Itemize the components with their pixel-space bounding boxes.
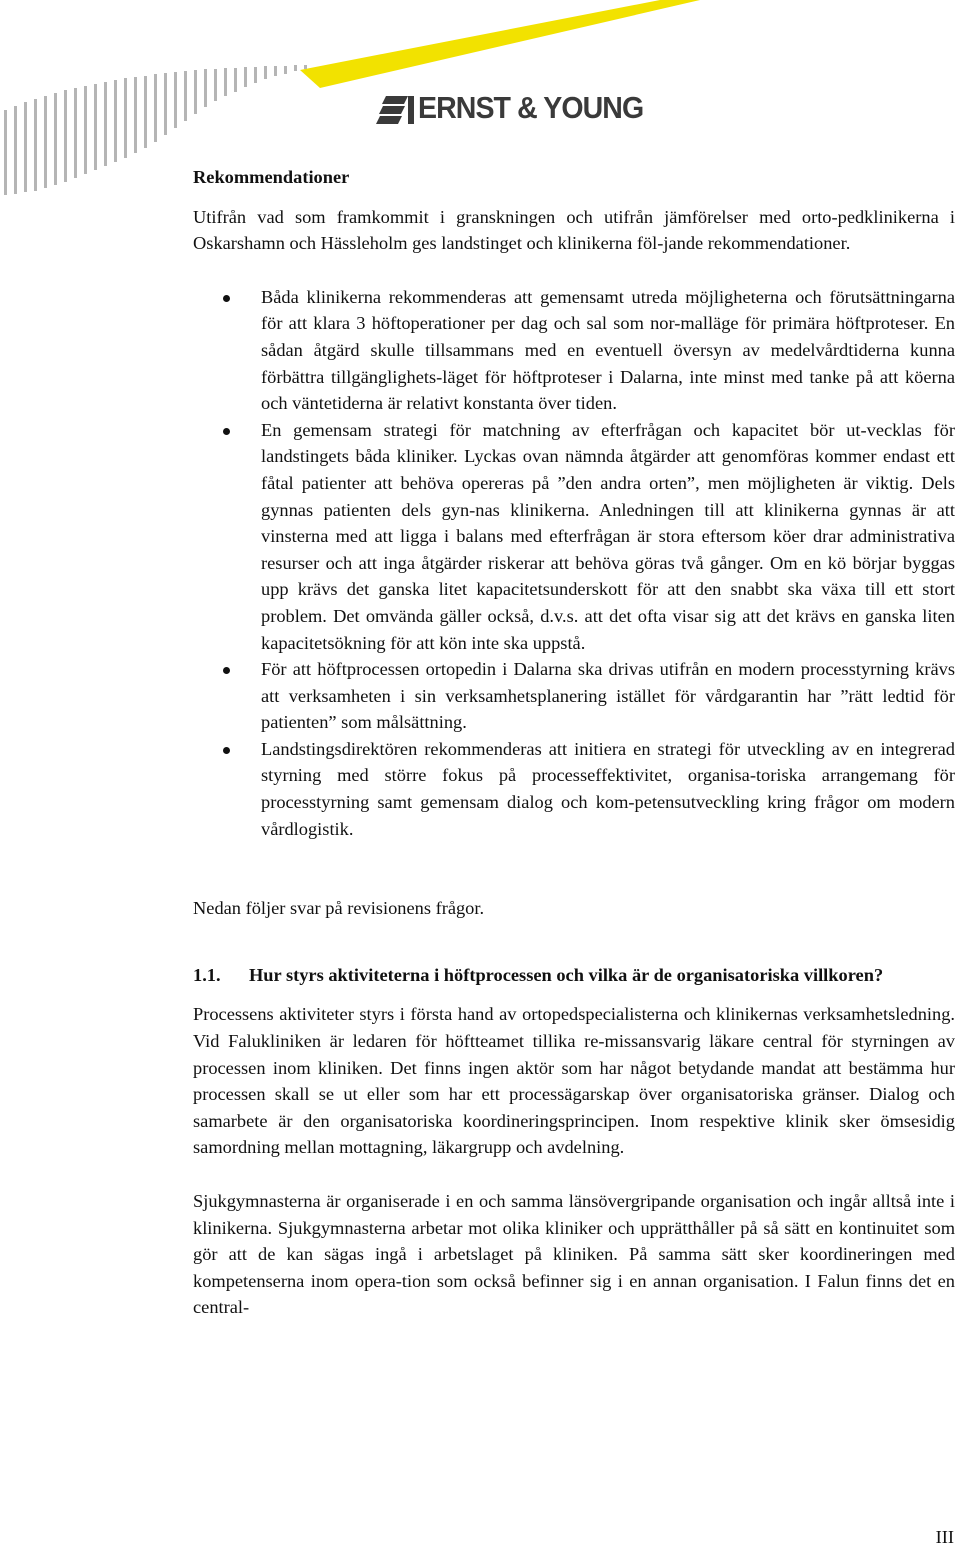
section-paragraph-1: Processens aktiviteter styrs i första hand av ortopedspecialisterna och klinikernas verksamhetsledning. Vid Falukliniken är ledaren för höftteamet tillika re-missansvarig läkare central för styrningen av processen inom kliniken. Det finns ingen aktör som har något betydande mandat att bestämma hur processen skall se ut eller som har ett processägarskap över organisatoriska gränser. Dialog och samarbete är den organisatoriska koordineringsprincipen. Inom respektive klinik sker ömsesidig samordning mellan mottagning, läkargrupp och avdelning.	[193, 1004, 955, 1158]
section-heading-1-1	[193, 962, 955, 989]
closing-paragraph: Nedan följer svar på revisionens frågor.	[193, 898, 485, 919]
list-item	[261, 417, 955, 656]
bullet-icon	[223, 295, 230, 302]
list-item-text: För att höftprocessen ortopedin i Dalarna ska drivas utifrån en modern processtyrning krävs att verksamheten i sin verksamhetsplanering istället för vårdgarantin har ”rätt ledtid för patienten” som målsättning.	[261, 659, 955, 733]
section-title: Hur styrs aktiviteterna i höftprocessen och vilka är de organisatoriska villkoren?	[249, 964, 884, 985]
recommendation-list	[193, 284, 955, 842]
section-paragraph-2: Sjukgymnasterna är organiserade i en och samma länsövergripande organisation och ingår alltså inte i klinikerna. Sjukgymnasterna arbetar mot olika kliniker och upprätthåller på så sätt en kontinuitet som gör att de kan sägas ingå i arbetslaget på kliniken. På samma sätt sker koordineringen med kompetenserna inom opera-tion som också befinner sig i en annan organisation. I Falun finns det en central-	[193, 1191, 955, 1318]
list-item	[261, 736, 955, 842]
list-item-text: Landstingsdirektören rekommenderas att initiera en strategi för utveckling av en integrerad styrning med större fokus på processeffektivitet, organisa-toriska arrangemang för processtyrning samt gemensam dialog och kom-petensutveckling kring frågor om modern vårdlogistik.	[261, 738, 955, 839]
list-item-text: Båda klinikerna rekommenderas att gemensamt utreda möjligheterna och förutsättningarna för att klara 3 höftoperationer per dag och sal som nor-malläge för primära höftproteser. En sådan åtgärd skulle tillsammans med en eventuell översyn av medelvårdtiderna kunna förbättra tillgänglighets-läget för höftproteser i Dalarna, inte minst med tanke på att köerna och väntetiderna är relativt konstanta över tiden.	[261, 286, 955, 414]
bullet-icon	[223, 667, 230, 674]
section-number: 1.1.	[193, 964, 221, 985]
bullet-icon	[223, 747, 230, 754]
list-item-text: En gemensam strategi för matchning av efterfrågan och kapacitet bör ut-vecklas för landstingets båda kliniker. Lyckas ovan nämnda åtgärder att genomföras kommer endast ett fåtal patienter att behöva opereras på ”den andra orten”, men möjligheten är viktig. Dels gynnas patienten dels gyn-nas klinikerna. Anledningen till att klinikerna gynnas är att vinsterna med att ligga i balans med efterfrågan är stora eftersom köer drar administrativa resurser och att inga åtgärder riskerar att behöva göras två gånger. Om en kö börjar byggas upp krävs det ganska litet kapacitetsunderskott för att den snabbt ska växa till ett stort problem. Det omvända gäller också, d.v.s. att det ofta visar sig att det krävs en ganska liten kapacitetsökning för att kön inte ska uppstå.	[261, 419, 955, 653]
document-body	[193, 164, 955, 1321]
logo-wordmark: ERNST & YOUNG	[418, 90, 644, 125]
list-item	[261, 284, 955, 417]
list-item	[261, 656, 955, 736]
section-heading-recommendations: Rekommendationer	[193, 167, 350, 187]
page-number: III	[935, 1527, 954, 1547]
bullet-icon	[223, 428, 230, 435]
intro-paragraph: Utifrån vad som framkommit i granskningen och utifrån jämförelser med orto-pedklinikerna i Oskarshamn och Hässleholm ges landstinget och klinikerna föl-jande rekommendationer.	[193, 206, 955, 254]
